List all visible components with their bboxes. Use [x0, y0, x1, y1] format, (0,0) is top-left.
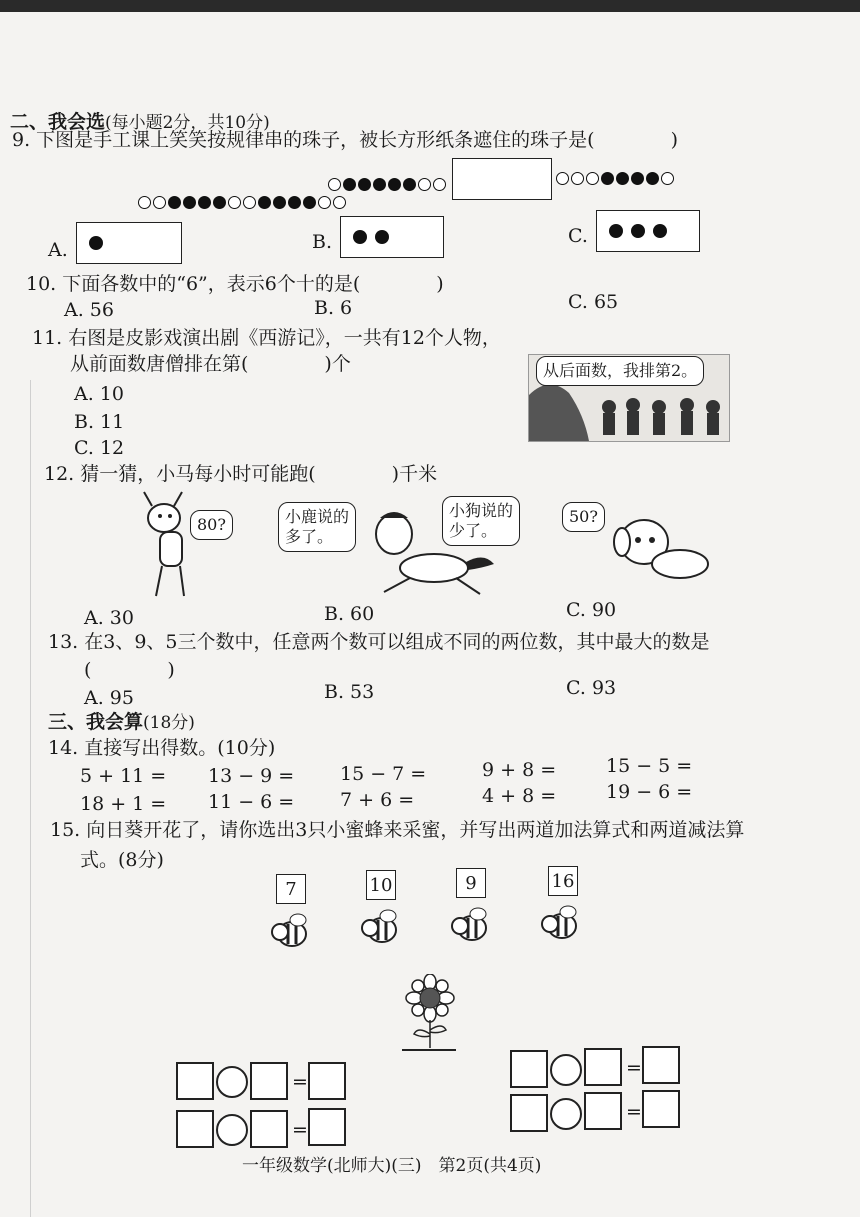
eq2-operator-circle[interactable]: [216, 1114, 248, 1146]
eq3-operator-circle[interactable]: [550, 1054, 582, 1086]
bee-2[interactable]: [358, 904, 402, 952]
page-footer: 一年级数学(北师大)(三) 第2页(共4页): [242, 1156, 542, 1176]
q11-text-line1: 11. 右图是皮影戏演出剧《西游记》，一共有12个人物，: [32, 327, 501, 349]
sunflower-icon: [396, 974, 460, 1054]
eq1-operand2-box[interactable]: [250, 1062, 288, 1100]
q12-option-a[interactable]: A. 30: [84, 607, 134, 629]
bead-string-right: [556, 172, 674, 185]
bee-number-4: 16: [548, 866, 578, 896]
q9-text: 9. 下图是手工课上笑笑按规律串的珠子，被长方形纸条遮住的珠子是( ): [12, 129, 678, 151]
q9-option-c-label[interactable]: C.: [568, 225, 588, 247]
q15-text-line1: 15. 向日葵开花了，请你选出3只小蜜蜂来采蜜，并写出两道加法算式和两道减法算: [50, 819, 745, 841]
eq3-operand2-box[interactable]: [584, 1048, 622, 1086]
section-2-points: (每小题2分，共10分): [105, 113, 270, 133]
eq1-result-box[interactable]: [308, 1062, 346, 1100]
q13-text: 13. 在3、9、5三个数中，任意两个数可以组成不同的两位数，其中最大的数是: [48, 631, 710, 653]
puppet-speech-bubble: 从后面数，我排第2。: [536, 356, 704, 386]
q10-option-b[interactable]: B. 6: [314, 297, 353, 319]
section-2-heading: 二、我会选: [10, 111, 106, 133]
eq4-operator-circle[interactable]: [550, 1098, 582, 1130]
horse-right-line1: 小狗说的: [449, 501, 514, 520]
dog-image: [608, 512, 712, 588]
q14-r1-c5[interactable]: 15 − 5 =: [606, 755, 693, 777]
q9-option-a-box[interactable]: [76, 222, 182, 264]
q11-option-c[interactable]: C. 12: [74, 437, 125, 459]
bee-icon: [448, 902, 492, 946]
q14-text: 14. 直接写出得数。(10分): [48, 737, 276, 759]
horse-illustration: [370, 508, 500, 604]
eq2-operand1-box[interactable]: [176, 1110, 214, 1148]
eq2-result-box[interactable]: [308, 1108, 346, 1146]
eq1-equals: =: [292, 1071, 308, 1093]
bee-1[interactable]: [268, 908, 312, 956]
q9-option-a-label[interactable]: A.: [48, 239, 68, 261]
q12-option-b[interactable]: B. 60: [324, 603, 375, 625]
q15-text-line2: 式。(8分): [80, 849, 164, 871]
horse-left-line1: 小鹿说的: [285, 507, 350, 526]
deer-image: [134, 488, 204, 598]
q11-option-a[interactable]: A. 10: [74, 383, 124, 405]
q13-option-b[interactable]: B. 53: [324, 681, 375, 703]
section-3-title: [48, 710, 195, 735]
bee-icon: [538, 900, 582, 944]
q11-option-b[interactable]: B. 11: [74, 411, 125, 433]
bee-icon: [268, 908, 312, 952]
eq1-operand1-box[interactable]: [176, 1062, 214, 1100]
q11-text-line2: 从前面数唐僧排在第( )个: [70, 353, 351, 375]
eq2-operand2-box[interactable]: [250, 1110, 288, 1148]
q10-text: 10. 下面各数中的“6”，表示6个十的是( ): [26, 273, 444, 295]
horse-left-line2: 多了。: [285, 527, 334, 546]
dog-illustration: [608, 512, 712, 592]
deer-speech-bubble: 80?: [190, 510, 233, 540]
binding-fold-line: [0, 380, 31, 1217]
eq3-equals: =: [626, 1057, 642, 1079]
eq3-result-box[interactable]: [642, 1046, 680, 1084]
eq4-equals: =: [626, 1101, 642, 1123]
horse-image: [370, 508, 500, 600]
q13-answer-paren[interactable]: ( ): [84, 659, 175, 681]
cover-paper-strip: [452, 158, 552, 200]
bee-3[interactable]: [448, 902, 492, 950]
eq4-result-box[interactable]: [642, 1090, 680, 1128]
bee-icon: [358, 904, 402, 948]
q10-option-c[interactable]: C. 65: [568, 291, 619, 313]
bee-number-1: 7: [276, 874, 306, 904]
eq4-operand1-box[interactable]: [510, 1094, 548, 1132]
q9-option-b-box[interactable]: [340, 216, 444, 258]
eq1-operator-circle[interactable]: [216, 1066, 248, 1098]
q9-option-c-box[interactable]: [596, 210, 700, 252]
dog-speech-bubble: 50?: [562, 502, 605, 532]
bee-4[interactable]: [538, 900, 582, 948]
bee-number-2: 10: [366, 870, 396, 900]
q14-r1-c1[interactable]: 5 + 11 =: [80, 765, 167, 787]
top-edge-strip: [0, 0, 860, 12]
deer-illustration: [134, 488, 204, 602]
q14-r2-c3[interactable]: 7 + 6 =: [340, 789, 415, 811]
bead-string-left: [138, 196, 346, 209]
q12-option-c[interactable]: C. 90: [566, 599, 617, 621]
eq4-operand2-box[interactable]: [584, 1092, 622, 1130]
horse-speech-bubble-left: [278, 502, 356, 552]
eq2-equals: =: [292, 1119, 308, 1141]
q14-r2-c5[interactable]: 19 − 6 =: [606, 781, 693, 803]
bead-string-middle: [328, 178, 446, 191]
eq3-operand1-box[interactable]: [510, 1050, 548, 1088]
q14-r1-c3[interactable]: 15 − 7 =: [340, 763, 427, 785]
horse-right-line2: 少了。: [449, 521, 498, 540]
section-3-heading: 三、我会算: [48, 711, 144, 733]
q10-option-a[interactable]: A. 56: [64, 299, 114, 321]
q14-r2-c4[interactable]: 4 + 8 =: [482, 785, 557, 807]
q12-text: 12. 猜一猜，小马每小时可能跑( )千米: [44, 463, 438, 485]
q13-option-a[interactable]: A. 95: [84, 687, 134, 709]
q9-option-b-label[interactable]: B.: [312, 231, 333, 253]
bee-number-3: 9: [456, 868, 486, 898]
section-3-points: (18分): [143, 713, 195, 733]
q14-r1-c4[interactable]: 9 + 8 =: [482, 759, 557, 781]
q13-option-c[interactable]: C. 93: [566, 677, 617, 699]
q14-r2-c1[interactable]: 18 + 1 =: [80, 793, 167, 815]
q14-r2-c2[interactable]: 11 − 6 =: [208, 791, 295, 813]
q14-r1-c2[interactable]: 13 − 9 =: [208, 765, 295, 787]
sunflower-illustration: [396, 974, 460, 1058]
